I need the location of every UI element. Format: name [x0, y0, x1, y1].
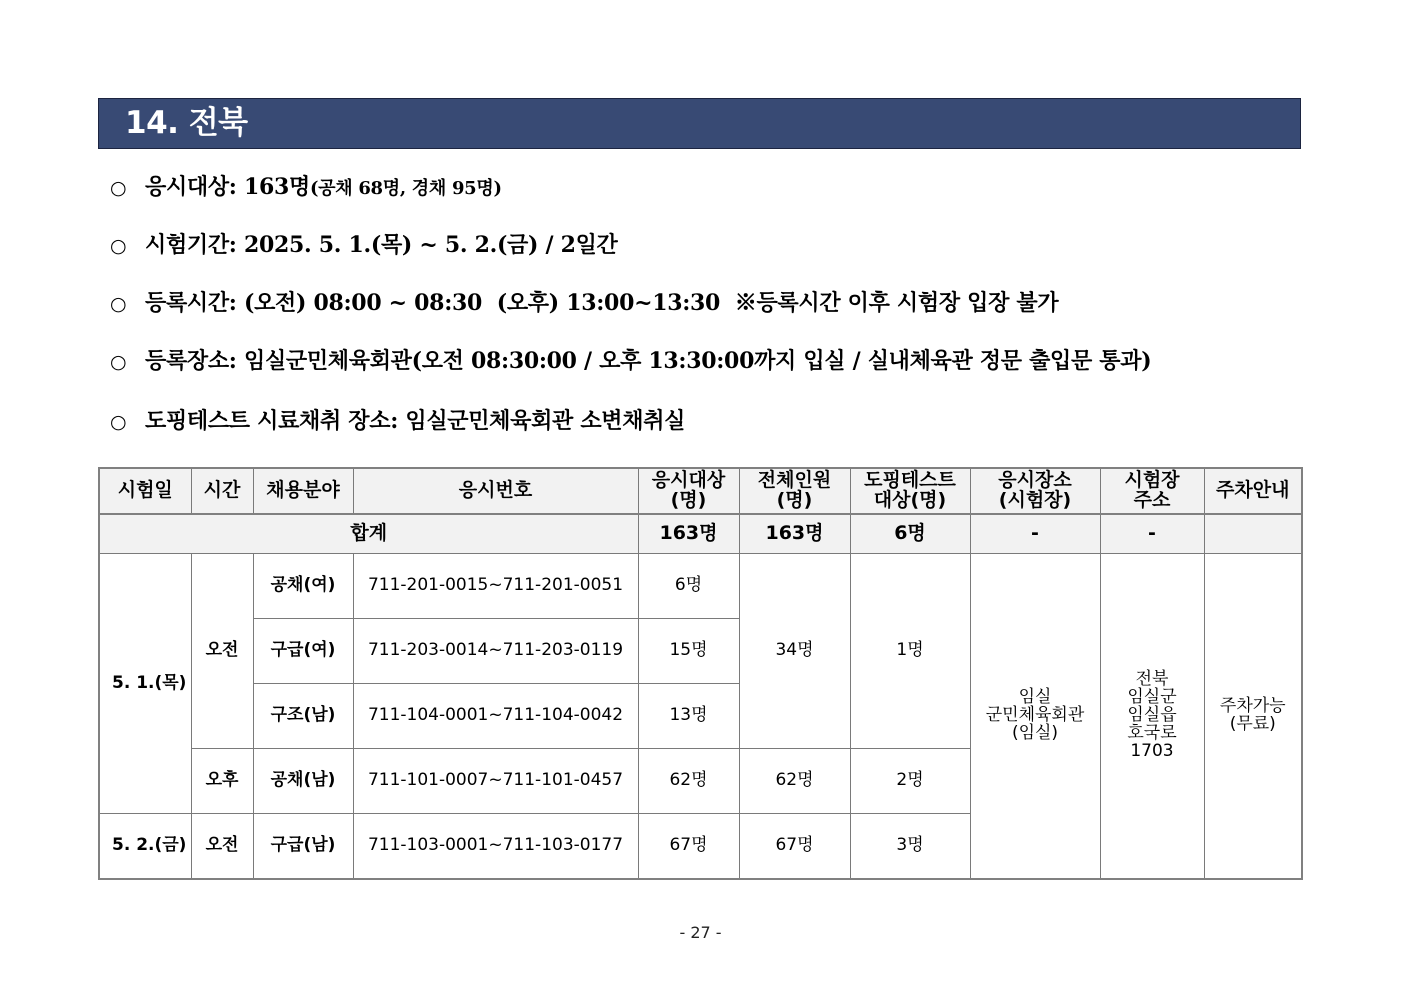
exam-number-range: 711-104-0001~711-104-0042	[353, 684, 638, 749]
venue-address: 전북 임실군 임실읍 호국로 1703	[1100, 554, 1204, 880]
parking-info: 주차가능 (무료)	[1204, 554, 1302, 880]
exam-number-range: 711-203-0014~711-203-0119	[353, 619, 638, 684]
group-doping: 2명	[850, 749, 970, 814]
header-doping: 도핑테스트 대상(명)	[850, 468, 970, 514]
applicants: 67명	[638, 814, 739, 880]
header-applicants: 응시대상 (명)	[638, 468, 739, 514]
info-doping-location: ○ 도핑테스트 시료채취 장소: 임실군민체육회관 소변채취실	[110, 408, 686, 434]
header-field: 채용분야	[253, 468, 353, 514]
field: 공채(여)	[253, 554, 353, 619]
applicants: 62명	[638, 749, 739, 814]
group-total: 34명	[739, 554, 850, 749]
total-address: -	[1100, 514, 1204, 554]
info-registration-time: ○ 등록시간: (오전) 08:00 ~ 08:30 (오후) 13:00~13:30 ※등록시간 이후 시험장 입장 불가	[110, 290, 1059, 316]
table-row	[99, 554, 1302, 619]
header-exam-number: 응시번호	[353, 468, 638, 514]
total-doping: 6명	[850, 514, 970, 554]
group-total: 67명	[739, 814, 850, 880]
group-total: 62명	[739, 749, 850, 814]
group-doping: 1명	[850, 554, 970, 749]
header-parking: 주차안내	[1204, 468, 1302, 514]
total-label: 합계	[99, 514, 638, 554]
field: 구급(남)	[253, 814, 353, 880]
exam-date: 5. 2.(금)	[99, 814, 191, 880]
exam-time: 오전	[191, 554, 253, 749]
exam-time: 오전	[191, 814, 253, 880]
total-parking	[1204, 514, 1302, 554]
exam-venue: 임실 군민체육회관 (임실)	[970, 554, 1100, 880]
field: 구조(남)	[253, 684, 353, 749]
total-row	[99, 514, 1302, 554]
info-applicants: ○ 응시대상: 163명(공채 68명, 경채 95명)	[110, 174, 502, 200]
info-registration-place: ○ 등록장소: 임실군민체육회관(오전 08:30:00 / 오후 13:30:00까지 입실 / 실내체육관 정문 출입문 통과)	[110, 348, 1152, 374]
header-address: 시험장 주소	[1100, 468, 1204, 514]
exam-number-range: 711-103-0001~711-103-0177	[353, 814, 638, 880]
group-doping: 3명	[850, 814, 970, 880]
header-venue: 응시장소 (시험장)	[970, 468, 1100, 514]
exam-number-range: 711-101-0007~711-101-0457	[353, 749, 638, 814]
table-header-row	[99, 468, 1302, 514]
exam-time: 오후	[191, 749, 253, 814]
total-venue: -	[970, 514, 1100, 554]
header-time: 시간	[191, 468, 253, 514]
exam-number-range: 711-201-0015~711-201-0051	[353, 554, 638, 619]
exam-schedule-table	[98, 467, 1303, 880]
total-applicants: 163명	[638, 514, 739, 554]
applicants: 15명	[638, 619, 739, 684]
header-total: 전체인원 (명)	[739, 468, 850, 514]
field: 공채(남)	[253, 749, 353, 814]
total-headcount: 163명	[739, 514, 850, 554]
applicants: 13명	[638, 684, 739, 749]
header-exam-date: 시험일	[99, 468, 191, 514]
exam-date: 5. 1.(목)	[99, 554, 191, 814]
page-number: - 27 -	[679, 923, 722, 942]
field: 구급(여)	[253, 619, 353, 684]
applicants: 6명	[638, 554, 739, 619]
section-title: 14. 전북	[98, 98, 1301, 149]
info-exam-period: ○ 시험기간: 2025. 5. 1.(목) ~ 5. 2.(금) / 2일간	[110, 232, 618, 258]
